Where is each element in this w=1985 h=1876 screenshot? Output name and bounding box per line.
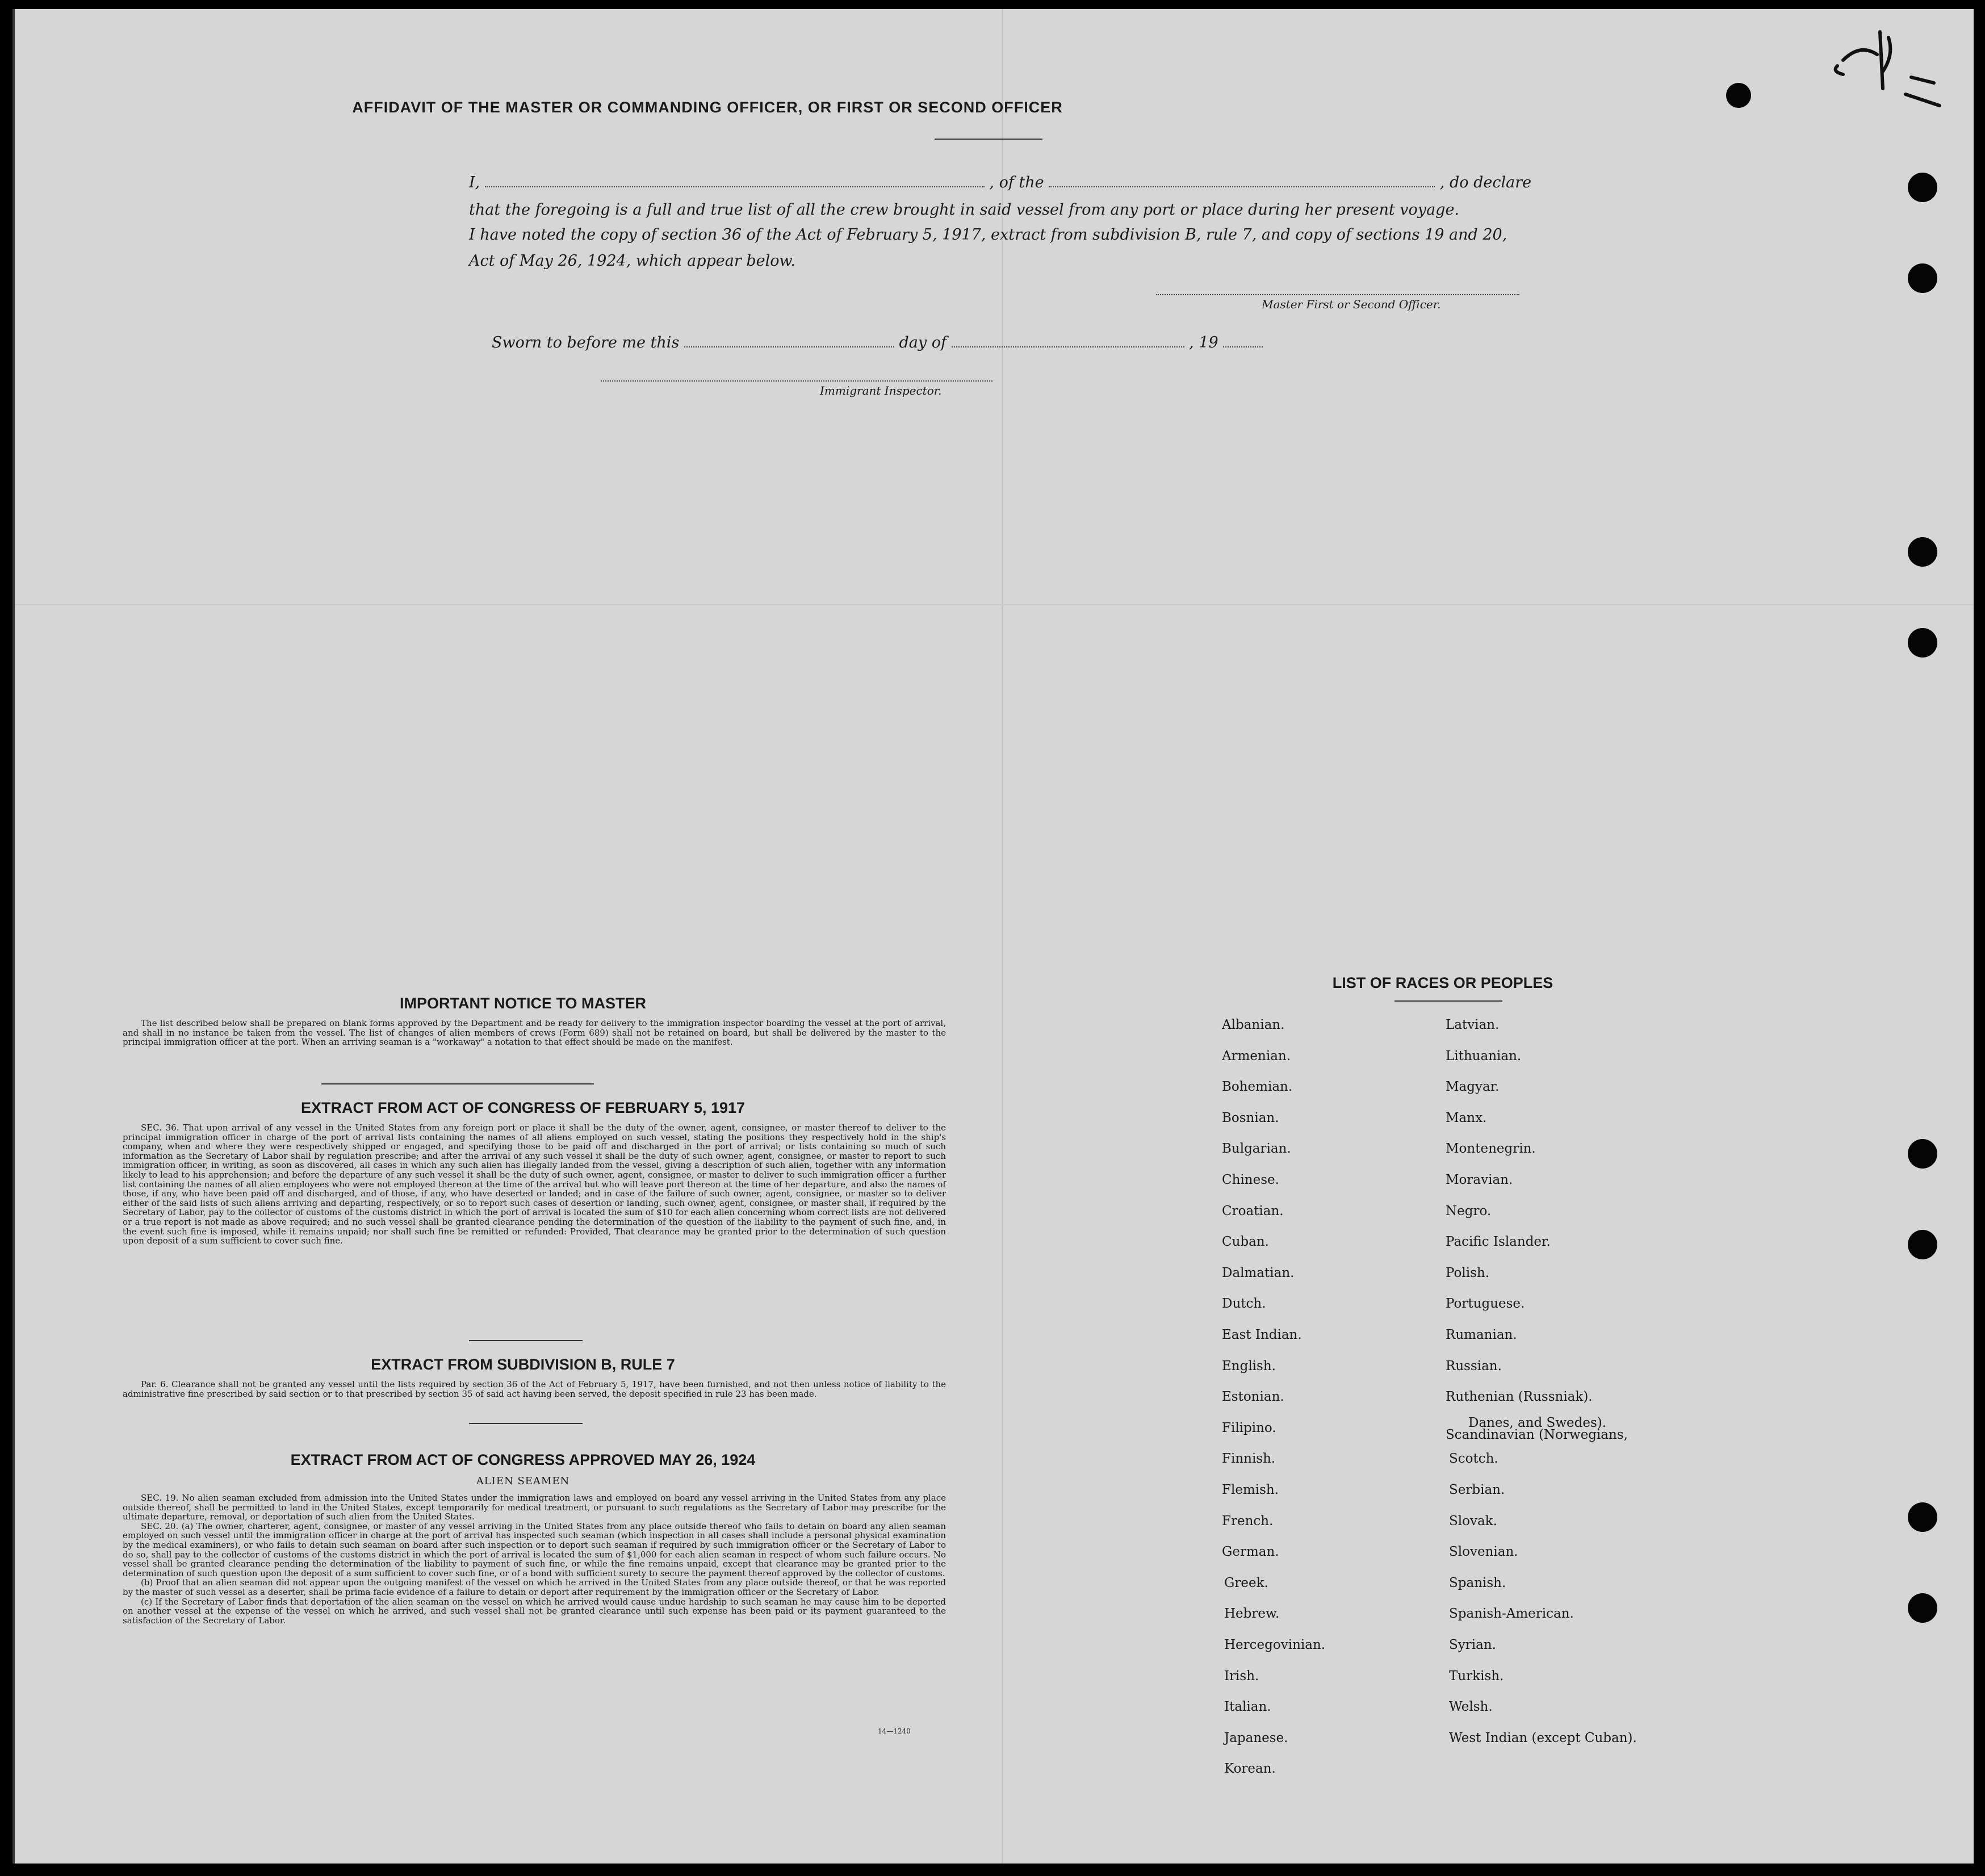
race-item: Latvian. bbox=[1446, 1017, 1500, 1032]
race-item: Finnish. bbox=[1222, 1451, 1276, 1467]
race-item: East Indian. bbox=[1222, 1328, 1302, 1342]
extract-1917-text bbox=[123, 1123, 946, 1331]
race-item: Hercegovinian. bbox=[1224, 1638, 1326, 1652]
sworn-text: Sworn to before me this bbox=[492, 334, 680, 351]
sworn-day-blank[interactable] bbox=[684, 344, 894, 347]
race-item: Italian. bbox=[1224, 1699, 1271, 1715]
race-item: Cuban. bbox=[1222, 1234, 1269, 1250]
race-item: Irish. bbox=[1224, 1668, 1259, 1684]
race-item: Greek. bbox=[1224, 1575, 1268, 1590]
inspector-signature-line[interactable] bbox=[601, 378, 992, 382]
sworn-month-blank[interactable] bbox=[952, 344, 1184, 347]
affidavit-line-1 bbox=[469, 174, 1531, 191]
section-20a-paragraph: SEC. 20. (a) The owner, charterer, agent, consignee, or master of any vessel arriving in the United States from any place outside thereof who fails to detain on board any alien seaman employed on such vessel until the immigration officer in charge at the port of arrival has inspected such seaman (which inspection in all cases shall include a personal physical examination by the medical examiners), or who fails to detain such seaman on board after such inspection or to deport such seaman if required by such immigration officer or the Secretary of Labor to do so, shall pay to the collector of customs of the customs district in which the port of arrival is located the sum of $1,000 for each alien seaman in respect of whom such failure occurs. No vessel shall be granted clearance pending the determination of the liability to payment of such fine, or while the fine remains unpaid, except that clearance may be granted prior to the determination of such question upon the deposit of a sum sufficient to cover such fine, or of a bond with sufficient surety to secure the payment thereof approved by the collector of customs. bbox=[123, 1521, 946, 1578]
race-item: Lithuanian. bbox=[1446, 1048, 1522, 1063]
name-blank[interactable] bbox=[485, 184, 985, 187]
race-item: Danes, and Swedes). bbox=[1468, 1416, 1607, 1431]
vertical-fold-line bbox=[1002, 9, 1003, 1864]
race-item: Polish. bbox=[1446, 1265, 1490, 1280]
notice-paragraph: The list described below shall be prepared on blank forms approved by the Department and be ready for delivery to the immigration inspector boarding the vessel at the port of arrival, and shall in no instance be taken from the vessel. The list of changes of alien members of crews (Form 689) shall not be retained on board, but shall be delivered by the master to the principal immigration officer at the port. When an arriving seaman is a "workaway" a notation to that effect should be made on the manifest. bbox=[123, 1018, 946, 1048]
race-item: Hebrew. bbox=[1224, 1606, 1280, 1622]
sworn-year-blank[interactable] bbox=[1223, 344, 1263, 347]
race-item: Rumanian. bbox=[1446, 1328, 1517, 1342]
vessel-blank[interactable] bbox=[1049, 184, 1435, 187]
extract-1924-text bbox=[123, 1493, 946, 1720]
day-of-text: day of bbox=[899, 334, 947, 351]
race-item: Chinese. bbox=[1222, 1172, 1279, 1187]
affidavit-of-the: , of the bbox=[989, 174, 1044, 191]
race-item: Russian. bbox=[1446, 1358, 1502, 1374]
race-item: Armenian. bbox=[1222, 1048, 1291, 1063]
punch-hole-icon bbox=[1908, 1502, 1937, 1532]
inspector-signature-label: Immigrant Inspector. bbox=[820, 384, 942, 397]
race-item: German. bbox=[1222, 1544, 1279, 1560]
extract-1917-title: EXTRACT FROM ACT OF CONGRESS OF FEBRUARY 5, 1917 bbox=[300, 1099, 746, 1116]
affidavit-line-2: that the foregoing is a full and true list of all the crew brought in said vessel from any port or place during her present voyage. bbox=[469, 201, 1460, 219]
race-item: Spanish-American. bbox=[1449, 1606, 1574, 1622]
affidavit-declare: , do declare bbox=[1439, 174, 1532, 191]
race-item: Scandinavian (Norwegians, bbox=[1446, 1427, 1628, 1442]
race-item: Flemish. bbox=[1222, 1483, 1279, 1497]
horizontal-fold-line bbox=[15, 604, 1974, 605]
race-item: Moravian. bbox=[1446, 1172, 1513, 1187]
race-item: Negro. bbox=[1446, 1203, 1492, 1218]
sworn-line bbox=[492, 334, 1263, 351]
rule-7-text bbox=[123, 1380, 946, 1409]
affidavit-title: AFFIDAVIT OF THE MASTER OR COMMANDING OFFICER, OR FIRST OR SECOND OFFICER bbox=[352, 99, 1063, 116]
title-divider bbox=[935, 139, 1042, 140]
section-19-paragraph: SEC. 19. No alien seaman excluded from admission into the United States under the immigration laws and employed on board any vessel arriving in the United States from any place outside thereof, shall be permitted to land in the United States, except temporarily for medical treatment, or pursuant to such regulations as the Secretary of Labor may prescribe for the ultimate departure, removal, or deportation of such alien from the United States. bbox=[123, 1493, 946, 1522]
year-text: , 19 bbox=[1189, 334, 1218, 351]
section-20b-paragraph: (b) Proof that an alien seaman did not appear upon the outgoing manifest of the vessel on which he arrived in the United States from any place outside thereof, or that he was reported by the master of such vessel as a deserter, shall be prima facie evidence of a failure to detain or deport after requirement by the immigration officer or the Secretary of Labor. bbox=[123, 1577, 946, 1597]
race-item: Magyar. bbox=[1446, 1079, 1500, 1095]
race-item: Korean. bbox=[1224, 1761, 1276, 1777]
race-item: French. bbox=[1222, 1513, 1274, 1529]
affidavit-line-3: I have noted the copy of section 36 of the Act of February 5, 1917, extract from subdivision B, rule 7, and copy of sections 19 and 20, bbox=[469, 226, 1507, 244]
race-item: West Indian (except Cuban). bbox=[1449, 1730, 1637, 1745]
notice-text bbox=[123, 1019, 946, 1066]
race-item: Spanish. bbox=[1449, 1575, 1506, 1590]
section-36-paragraph: SEC. 36. That upon arrival of any vessel in the United States from any foreign port or place it shall be the duty of the owner, agent, consignee, or master thereof to deliver to the principal immigration officer in charge of the port of arrival lists containing the names of all aliens employed on such vessel, stating the positions they respectively hold in the ship's company, when and where they were respectively shipped or engaged, and specifying those to be paid off and discharged in the port of arrival; or lists containing so much of such information as the Secretary of Labor shall by regulation prescribe; and after the arrival of any such vessel it shall be the duty of such owner, agent, consignee, or master to report to such immigration officer, in writing, as soon as discovered, all cases in which any such alien has illegally landed from the vessel, giving a description of such alien, together with any information likely to lead to his apprehension; and before the departure of any such vessel it shall be the duty of such owner, agent, consignee, or master to deliver to such immigration officer a further list containing the names of all alien employees who were not employed thereon at the time of the arrival but who will leave port thereon at the time of her departure, and also the names of those, if any, who have been paid off and discharged, and of those, if any, who have deserted or landed; and in case of the failure of such owner, agent, consignee, or master so to deliver either of the said lists of such aliens arriving and departing, respectively, or so to report such cases of desertion or landing, such owner, agent, consignee, or master shall, if required by the Secretary of Labor, pay to the collector of customs of the customs district in which the port of arrival is located the sum of $10 for each alien concerning whom correct lists are not delivered or a true report is not made as above required; and no such vessel shall be granted clearance pending the determination of the question of the liability to the payment of such fine, and, in the event such fine is imposed, while it remains unpaid; nor shall such fine be remitted or refunded: Provided, That clearance may be granted prior to the determination of such question upon deposit of a sum sufficient to cover such fine. bbox=[123, 1123, 946, 1246]
notice-title: IMPORTANT NOTICE TO MASTER bbox=[400, 995, 646, 1012]
section-divider bbox=[469, 1423, 583, 1424]
affidavit-i: I, bbox=[469, 174, 480, 191]
race-item: Pacific Islander. bbox=[1446, 1234, 1551, 1250]
race-item: Albanian. bbox=[1222, 1017, 1285, 1032]
affidavit-line-4: Act of May 26, 1924, which appear below. bbox=[469, 252, 795, 270]
race-item: Bulgarian. bbox=[1222, 1141, 1291, 1157]
race-item: Ruthenian (Russniak). bbox=[1446, 1389, 1593, 1405]
handwritten-mark-icon bbox=[1826, 20, 1957, 134]
race-item: English. bbox=[1222, 1358, 1276, 1374]
form-number: 14—1240 bbox=[878, 1727, 911, 1735]
race-item: Portuguese. bbox=[1446, 1296, 1525, 1312]
race-item: Bosnian. bbox=[1222, 1110, 1279, 1125]
extract-1924-title: EXTRACT FROM ACT OF CONGRESS APPROVED MAY 26, 1924 bbox=[290, 1451, 756, 1468]
race-item: Estonian. bbox=[1222, 1389, 1284, 1405]
punch-hole-icon bbox=[1908, 173, 1937, 202]
race-item: Croatian. bbox=[1222, 1203, 1284, 1218]
race-item: Slovak. bbox=[1449, 1513, 1497, 1529]
race-item: Welsh. bbox=[1449, 1699, 1493, 1715]
punch-hole-icon bbox=[1908, 1230, 1937, 1259]
race-item: Turkish. bbox=[1449, 1668, 1504, 1684]
rule-7-paragraph: Par. 6. Clearance shall not be granted any vessel until the lists required by section 36 of the Act of February 5, 1917, have been furnished, and not then unless notice of liability to the administrative fine prescribed by said section or to that prescribed by section 35 of said act having been served, the deposit specified in rule 23 has been made. bbox=[123, 1379, 946, 1399]
punch-hole-icon bbox=[1726, 83, 1751, 108]
section-divider bbox=[321, 1083, 594, 1084]
punch-hole-icon bbox=[1908, 1593, 1937, 1623]
punch-hole-icon bbox=[1908, 537, 1937, 567]
punch-hole-icon bbox=[1908, 1139, 1937, 1169]
race-item: Serbian. bbox=[1449, 1483, 1505, 1497]
race-item: Scotch. bbox=[1449, 1451, 1498, 1467]
alien-seamen-subtitle: ALIEN SEAMEN bbox=[476, 1475, 570, 1487]
master-signature-line[interactable] bbox=[1156, 292, 1519, 295]
race-item: Bohemian. bbox=[1222, 1079, 1293, 1095]
punch-hole-icon bbox=[1908, 263, 1937, 293]
race-item: Japanese. bbox=[1224, 1730, 1288, 1745]
section-divider bbox=[469, 1340, 583, 1341]
race-item: Montenegrin. bbox=[1446, 1141, 1536, 1157]
race-item: Filipino. bbox=[1222, 1420, 1276, 1435]
race-item: Dalmatian. bbox=[1222, 1265, 1295, 1280]
master-signature-label: Master First or Second Officer. bbox=[1262, 298, 1441, 311]
race-item: Syrian. bbox=[1449, 1638, 1496, 1652]
punch-hole-icon bbox=[1908, 628, 1937, 658]
races-divider bbox=[1394, 1000, 1502, 1002]
races-title: LIST OF RACES OR PEOPLES bbox=[1332, 974, 1553, 991]
race-item: Manx. bbox=[1446, 1110, 1487, 1125]
section-20c-paragraph: (c) If the Secretary of Labor finds that deportation of the alien seaman on the vessel on which he arrived would cause undue hardship to such seaman he may cause him to be deported on another vessel at the expense of the vessel on which he arrived, and such vessel shall not be granted clearance until such expense has been paid or its payment guaranteed to the satisfaction of the Secretary of Labor. bbox=[123, 1596, 946, 1626]
race-item: Dutch. bbox=[1222, 1296, 1266, 1312]
race-item: Slovenian. bbox=[1449, 1544, 1518, 1560]
document-sheet bbox=[12, 9, 1974, 1864]
rule-7-title: EXTRACT FROM SUBDIVISION B, RULE 7 bbox=[371, 1356, 675, 1373]
